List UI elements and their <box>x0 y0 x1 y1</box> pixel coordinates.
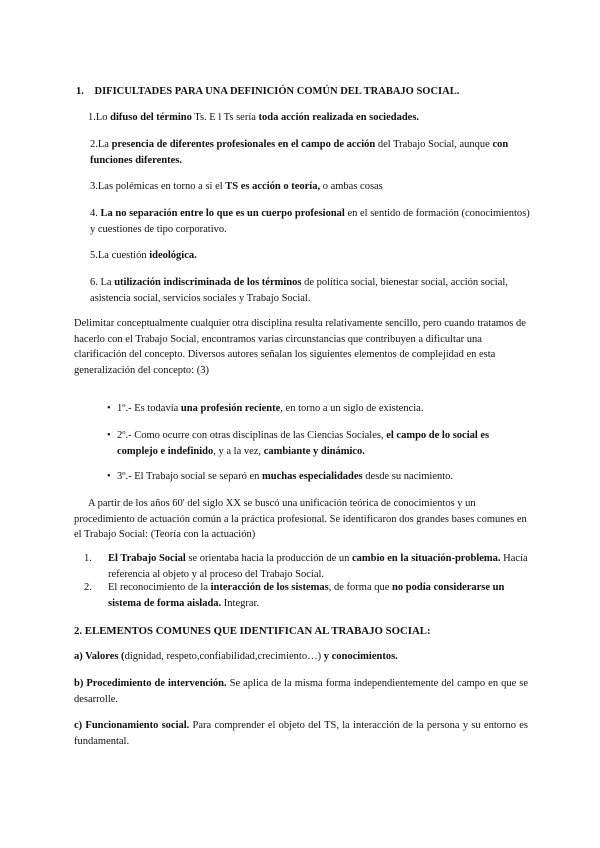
element-a: a) Valores (dignidad, respeto,confiabilidad,crecimiento…) y conocimientos. <box>74 651 398 662</box>
difficulty-item-4: 4. La no separación entre lo que es un cuerpo profesional en el sentido de formación (conocimientos) y cuestiones de tipo corporativo. <box>90 208 530 235</box>
intro-paragraph: Delimitar conceptualmente cualquier otra disciplina resulta relativamente sencillo, pero cuando tratamos de hacerlo con el Trabajo Social, encontramos varias circunstancias que contribuyen a dificultar una clarificación del concepto. Diversos autores señalan los siguientes elementos de complejidad en esta generalización del concepto: (3) <box>74 318 526 376</box>
common-base-2: 2. El reconocimiento de la interacción de los sistemas, de forma que no podía considerarse un sistema de forma aislada. Integrar. <box>84 582 505 609</box>
closing-paragraph: A partir de los años 60' del siglo XX se buscó una unificación teórica de conocimientos y un procedimiento de actuación común a la práctica profesional. Se identificaron dos grandes bases comunes en el Trabajo Social: (Teoría con la actuación) <box>74 498 527 540</box>
element-b: b) Procedimiento de intervención. Se aplica de la misma forma independientemente del campo en que se desarrolle. <box>74 678 529 705</box>
section-2-heading: 2. ELEMENTOS COMUNES QUE IDENTIFICAN AL TRABAJO SOCIAL: <box>74 625 431 637</box>
bullet-dot: • <box>107 471 111 482</box>
difficulty-item-3: 3.Las polémicas en torno a si el TS es acción o teoría, o ambas cosas <box>90 181 383 192</box>
bullet-dot: • <box>107 430 111 441</box>
section-1-number: 1. <box>76 86 84 97</box>
complexity-bullet-2: • 2º.- Como ocurre con otras disciplinas de las Ciencias Sociales, el campo de lo social es complejo e indefinido, y a la vez, cambiante y dinámico. <box>107 430 490 457</box>
difficulty-item-1: 1.Lo difuso del término Ts. E l Ts sería toda acción realizada en sociedades. <box>88 112 420 123</box>
section-1-title: DIFICULTADES PARA UNA DEFINICIÓN COMÚN DEL TRABAJO SOCIAL. <box>94 86 460 97</box>
bullet-dot: • <box>107 403 111 414</box>
difficulty-item-6: 6. La utilización indiscriminada de los términos de política social, bienestar social, acción social, asistencia social, servicios sociales y Trabajo Social. <box>90 277 508 304</box>
difficulty-item-2: 2.La presencia de diferentes profesionales en el campo de acción del Trabajo Social, aunque con funciones diferentes. <box>90 139 509 166</box>
section-1-heading <box>76 84 459 100</box>
complexity-bullet-3: • 3º.- El Trabajo social se separó en muchas especialidades desde su nacimiento. <box>117 469 527 485</box>
difficulty-item-5: 5.La cuestión ideológica. <box>90 250 197 261</box>
complexity-bullet-1: • 1º.- Es todavía una profesión reciente, en torno a un siglo de existencia. <box>117 401 527 417</box>
common-base-1: 1. El Trabajo Social se orientaba hacia la producción de un cambio en la situación-problema. Hacía referencia al objeto y al proceso del Trabajo Social. <box>84 553 528 580</box>
element-c: c) Funcionamiento social. Para comprender el objeto del TS, la interacción de la persona y su entorno es fundamental. <box>74 720 528 747</box>
